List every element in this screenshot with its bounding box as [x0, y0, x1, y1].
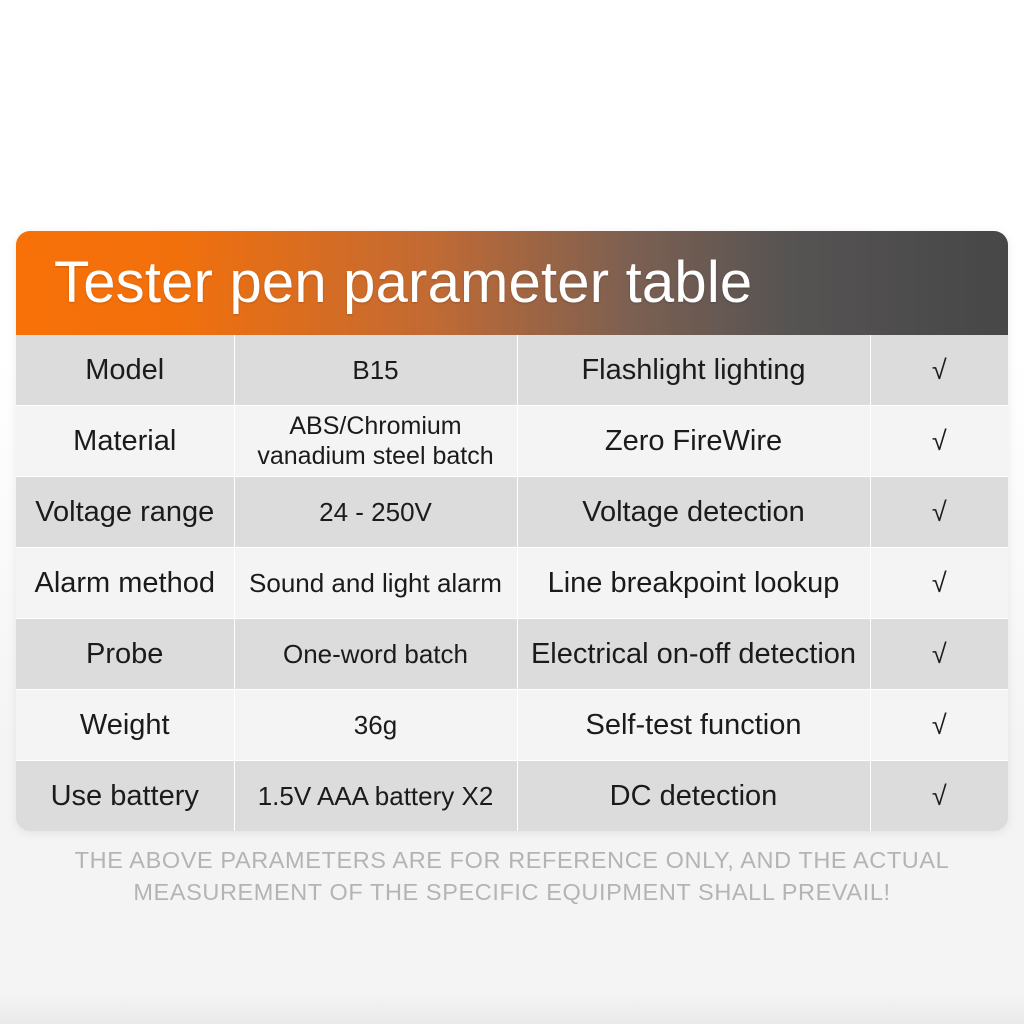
- feature-check: √: [870, 477, 1008, 548]
- table-row: [16, 761, 1008, 832]
- feature-label: DC detection: [517, 761, 870, 832]
- feature-label: Flashlight lighting: [517, 335, 870, 406]
- table-row: [16, 477, 1008, 548]
- parameter-label: Use battery: [16, 761, 234, 832]
- parameter-value: 36g: [234, 690, 517, 761]
- table-card-body: [16, 231, 1008, 831]
- feature-label: Voltage detection: [517, 477, 870, 548]
- parameter-label: Model: [16, 335, 234, 406]
- table-row: [16, 548, 1008, 619]
- feature-label: Self-test function: [517, 690, 870, 761]
- table-row: [16, 335, 1008, 406]
- parameter-table-card: [16, 231, 1008, 908]
- feature-check: √: [870, 761, 1008, 832]
- footnote-line-1: THE ABOVE PARAMETERS ARE FOR REFERENCE ONLY, AND THE ACTUAL: [74, 847, 950, 873]
- parameter-label: Alarm method: [16, 548, 234, 619]
- table-row: [16, 690, 1008, 761]
- table-row: [16, 406, 1008, 477]
- footnote-line-2: MEASUREMENT OF THE SPECIFIC EQUIPMENT SHALL PREVAIL!: [133, 878, 891, 905]
- table-footnote: [16, 845, 1008, 908]
- feature-label: Electrical on-off detection: [517, 619, 870, 690]
- parameter-value: Sound and light alarm: [234, 548, 517, 619]
- parameter-value: B15: [234, 335, 517, 406]
- parameter-label: Probe: [16, 619, 234, 690]
- background-bottom-shadow: [0, 994, 1024, 1024]
- parameter-label: Weight: [16, 690, 234, 761]
- parameter-label: Material: [16, 406, 234, 477]
- parameter-label: Voltage range: [16, 477, 234, 548]
- table-title-bar: [16, 231, 1008, 335]
- table-row: [16, 619, 1008, 690]
- parameter-value: 24 - 250V: [234, 477, 517, 548]
- parameters-table: [16, 335, 1008, 831]
- parameter-value-line-1: ABS/Chromium: [289, 412, 462, 440]
- feature-check: √: [870, 690, 1008, 761]
- feature-check: √: [870, 548, 1008, 619]
- parameter-value: One-word batch: [234, 619, 517, 690]
- feature-check: √: [870, 406, 1008, 477]
- parameter-value: [234, 406, 517, 477]
- feature-check: √: [870, 335, 1008, 406]
- page-title: Tester pen parameter table: [54, 250, 753, 315]
- parameter-value: 1.5V AAA battery X2: [234, 761, 517, 832]
- feature-label: Zero FireWire: [517, 406, 870, 477]
- parameter-value-line-2: vanadium steel batch: [257, 442, 494, 470]
- feature-check: √: [870, 619, 1008, 690]
- feature-label: Line breakpoint lookup: [517, 548, 870, 619]
